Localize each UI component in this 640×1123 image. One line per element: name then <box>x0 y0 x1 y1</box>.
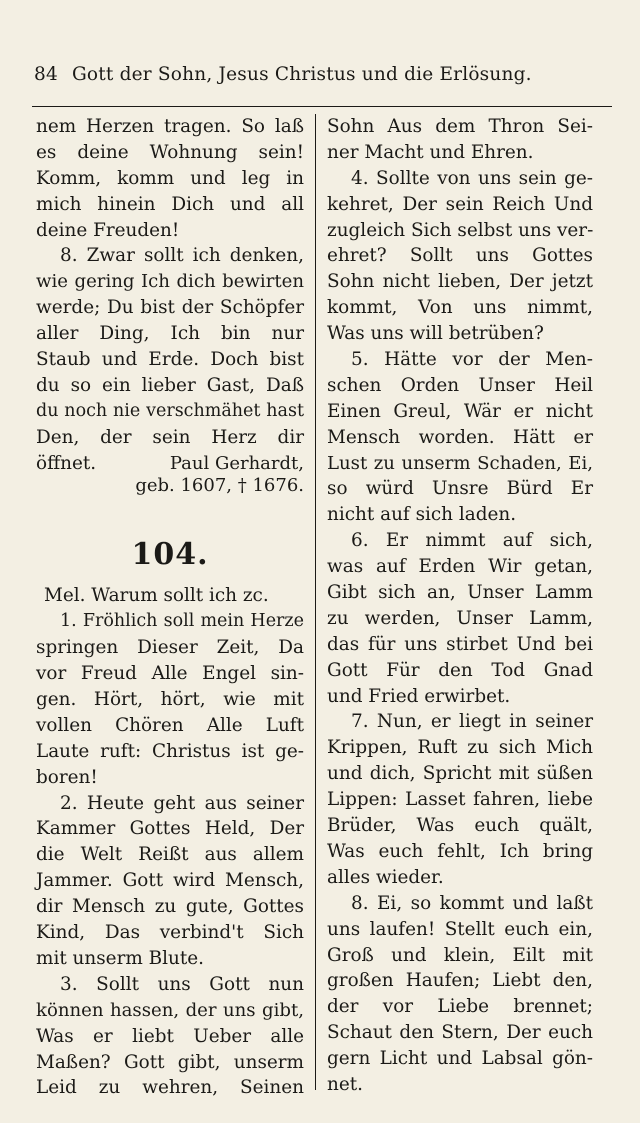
running-header <box>34 64 606 96</box>
text-line: gen. Hört, hört, wie mit <box>36 689 304 711</box>
text-line: uns laufen! Stellt euch ein, <box>327 918 593 940</box>
text-line: 5. Hätte vor der Men- <box>351 349 593 371</box>
text-line: Den, der sein Herz dir <box>36 426 304 448</box>
text-line: Sohn Aus dem Thron Sei- <box>327 116 593 137</box>
text-line: dir Mensch zu gute, Gottes <box>36 896 304 918</box>
text-line: nem Herzen tragen. So laß <box>36 116 304 137</box>
text-line: vor Freud Alle Engel sin- <box>36 663 304 685</box>
text-line: 1. Fröhlich soll mein Herze <box>60 611 304 632</box>
text-line: Sohn nicht lieben, Der jetzt <box>327 271 593 293</box>
text-line: 6. Er nimmt auf sich, <box>351 530 593 552</box>
text-line: Mensch worden. Hätt er <box>327 426 593 448</box>
verse-continuation <box>36 114 304 243</box>
melody-reference: Mel. Warum sollt ich zc. <box>44 585 269 607</box>
text-line: springen Dieser Zeit, Da <box>36 637 304 659</box>
text-line: so würd Unsre Bürd Er <box>327 478 593 500</box>
text-line: was auf Erden Wir getan, <box>327 556 593 578</box>
text-line: Maßen? Gott gibt, unserm <box>36 1051 304 1073</box>
text-line: ehret? Sollt uns Gottes <box>327 245 593 267</box>
text-line: net. <box>327 1073 363 1095</box>
text-line: vollen Chören Alle Luft <box>36 714 304 736</box>
text-line: zu werden, Unser Lamm, <box>327 607 593 629</box>
text-line: Leid zu wehren, Seinen <box>36 1077 304 1099</box>
header-rule <box>32 106 612 107</box>
text-line: gern Licht und Labsal gön- <box>327 1048 593 1070</box>
text-line: 8. Zwar sollt ich denken, <box>60 245 304 267</box>
text-line: großen Haufen; Liebt den, <box>327 970 593 992</box>
text-line: mich hinein Dich und all <box>36 193 304 215</box>
verse-3 <box>36 972 304 1101</box>
verse-2 <box>36 791 304 972</box>
text-line: Lippen: Lasset fahren, liebe <box>327 789 593 811</box>
text-line: können hassen, der uns gibt, <box>36 999 304 1021</box>
text-line: Einen Greul, Wär er nicht <box>327 400 593 422</box>
text-line: kommt, Von uns nimmt, <box>327 297 593 319</box>
text-line: werde; Du bist der Schöpfer <box>36 297 304 319</box>
text-line: Gibt sich an, Unser Lamm <box>327 582 593 604</box>
text-line: das für uns stirbet Und bei <box>327 633 593 655</box>
text-line: 2. Heute geht aus seiner <box>60 792 304 814</box>
author-name: Paul Gerhardt, <box>169 453 304 475</box>
verse-3-continuation <box>327 114 593 166</box>
text-line: nicht auf sich laden. <box>327 504 517 526</box>
text-line: zugleich Sich selbst uns ver- <box>327 219 594 241</box>
verse-8 <box>327 891 593 1098</box>
text-line: Gott Für den Tod Gnad <box>327 659 593 681</box>
text-line: Groß und klein, Eilt mit <box>327 944 593 966</box>
text-line: kehret, Der sein Reich Und <box>327 193 593 215</box>
text-line: 8. Ei, so kommt und laßt <box>351 892 593 914</box>
text-line: aller Ding, Ich bin nur <box>36 323 304 345</box>
text-line: deine Freuden! <box>36 219 180 241</box>
text-line: die Welt Reißt aus allem <box>36 844 304 866</box>
hymn-number: 104. <box>131 537 209 573</box>
text-line: Was uns will betrüben? <box>327 323 544 345</box>
text-line: alles wieder. <box>327 866 444 888</box>
author-dates: geb. 1607, † 1676. <box>135 475 304 497</box>
text-line: Jammer. Gott wird Mensch, <box>36 870 304 892</box>
right-column <box>327 114 593 1098</box>
text-line: du noch nie verschmähet hast <box>36 400 304 421</box>
text-line: Kind, Das verbind't Sich <box>36 922 304 944</box>
text-line: ner Macht und Ehren. <box>327 141 534 163</box>
text-line: mit unserm Blute. <box>36 947 205 969</box>
text-line: öffnet. <box>36 452 97 474</box>
text-line: Was euch fehlt, Ich bring <box>327 840 593 862</box>
text-line: Komm, komm und leg in <box>36 167 304 189</box>
column-divider <box>315 114 316 1090</box>
verse-5 <box>327 347 593 528</box>
verse-1 <box>36 609 304 790</box>
text-line: 4. Sollte von uns sein ge- <box>351 167 593 189</box>
text-line: der vor Liebe brennet; <box>327 996 593 1018</box>
verse-7 <box>327 709 593 890</box>
running-title: Gott der Sohn, Jesus Christus und die Erlösung. <box>71 64 532 85</box>
text-line: Staub und Erde. Doch bist <box>36 349 304 371</box>
text-line: du so ein lieber Gast, Daß <box>36 374 304 396</box>
verse-8-prev-hymn <box>36 243 304 476</box>
text-line: boren! <box>36 766 98 788</box>
verse-4 <box>327 166 593 347</box>
text-line: Was er liebt Ueber alle <box>36 1025 304 1047</box>
text-line: schen Orden Unser Heil <box>327 374 593 396</box>
text-line: Kammer Gottes Held, Der <box>36 818 304 840</box>
text-line: Krippen, Ruft zu sich Mich <box>327 737 593 759</box>
text-line: 7. Nun, er liegt in seiner <box>351 711 593 733</box>
verse-6 <box>327 528 593 709</box>
text-line: und dich, Spricht mit süßen <box>327 763 593 785</box>
text-line: Schaut den Stern, Der euch <box>327 1022 593 1044</box>
text-line: 3. Sollt uns Gott nun <box>60 973 304 995</box>
text-line: und Fried erwirbet. <box>327 685 511 707</box>
text-line: Laute ruft: Christus ist ge- <box>36 740 304 762</box>
text-line: Lust zu unserm Schaden, Ei, <box>327 452 593 474</box>
page-number: 84 <box>34 64 58 85</box>
text-line: wie gering Ich dich bewirten <box>36 271 304 293</box>
text-line: es deine Wohnung sein! <box>36 141 304 163</box>
text-line: Brüder, Was euch quält, <box>327 815 593 837</box>
left-column <box>36 114 304 1101</box>
